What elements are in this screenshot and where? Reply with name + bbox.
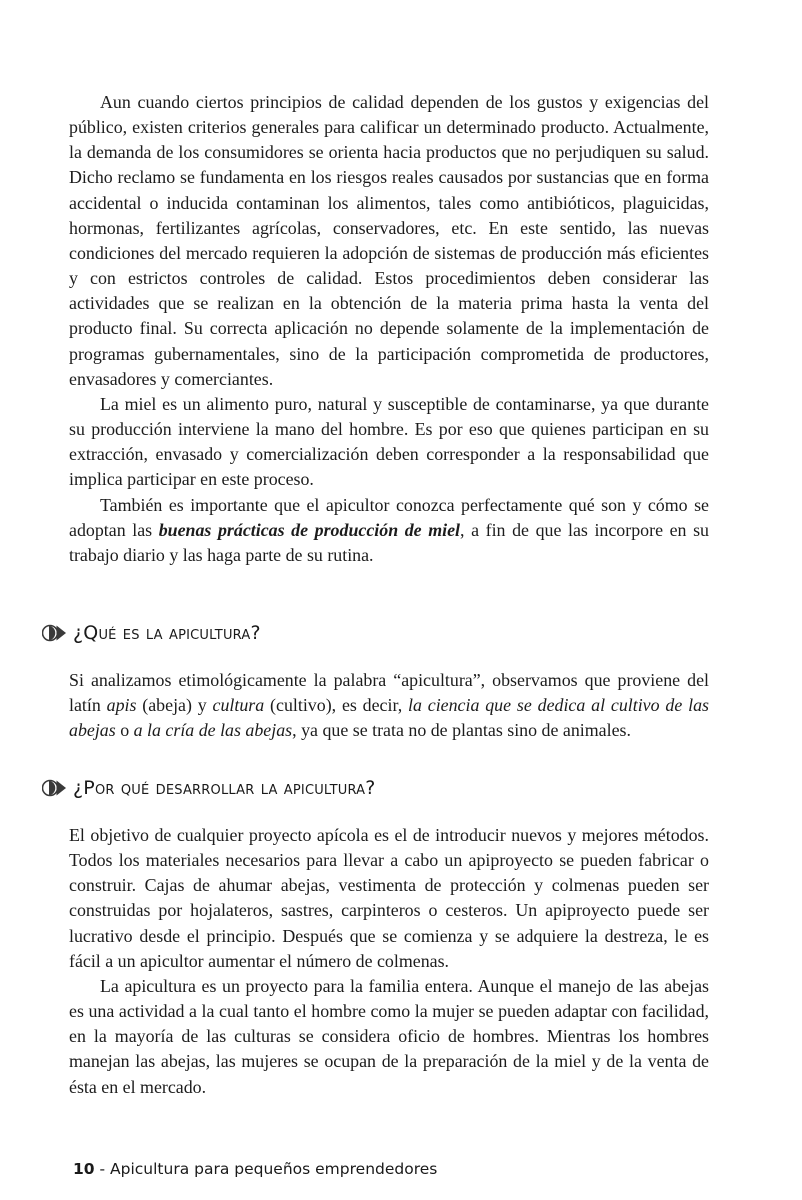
paragraph: También es importante que el apicultor conozca perfectamente qué son y cómo se adoptan las buenas prácticas de producción de miel, a fin de que las incorpore en su trabajo diario y las haga parte de su rutina.	[69, 494, 709, 565]
section-heading-por-que	[42, 773, 722, 803]
heading-text: ¿Por qué desarrollar la apicultura?	[73, 777, 376, 799]
intro-block	[69, 90, 709, 568]
section-2-body	[69, 823, 709, 1100]
paragraph: El objetivo de cualquier proyecto apícola es el de introducir nuevos y mejores métodos. Todos los materiales necesarios para llevar a cabo un apiproyecto se pueden fabricar o construir. Cajas de ahumar abejas, vestimenta de protección y colmenas pueden ser construidas por hojalateros, sastres, carpinteros o cesteros. Un apiproyecto puede ser lucrativo desde el principio. Después que se comienza y se adquiere la destreza, le es fácil a un apicultor aumentar el número de colmenas.	[69, 825, 709, 971]
emphasis-text: buenas prácticas de producción de miel	[158, 519, 461, 540]
paragraph: Si analizamos etimológicamente la palabra “apicultura”, observamos que proviene del latín apis (abeja) y cultura (cultivo), es decir, la ciencia que se dedica al cultivo de las abejas o a la cría de las abejas, ya que se trata no de plantas sino de animales.	[69, 670, 709, 741]
section-1-body	[69, 668, 709, 743]
footer-separator: -	[94, 1160, 111, 1178]
heading-text: ¿Qué es la apicultura?	[73, 622, 261, 644]
section-heading-que-es	[42, 618, 722, 648]
arrow-bullet-icon	[42, 622, 68, 644]
page-number: 10	[73, 1160, 95, 1178]
book-title: Apicultura para pequeños emprendedores	[110, 1160, 438, 1178]
paragraph: Aun cuando ciertos principios de calidad dependen de los gustos y exigencias del público, existen criterios generales para calificar un determinado producto. Actualmente, la demanda de los consumidores se orienta hacia productos que no perjudiquen su salud. Dicho reclamo se fundamenta en los riesgos reales causados por sustancias que en forma accidental o inducida contaminan los alimentos, tales como antibióticos, plaguicidas, hormonas, fertilizantes agrícolas, conservadores, etc. En este sentido, las nuevas condiciones del mercado requieren la adopción de sistemas de producción más eficientes y con estrictos controles de calidad. Estos procedimientos deben considerar las actividades que se realizan en la obtención de la materia prima hasta la venta del producto final. Su correcta aplicación no depende solamente de la implementación de programas gubernamentales, sino de la participación comprometida de productores, envasadores y comerciantes.	[69, 92, 709, 389]
paragraph: La apicultura es un proyecto para la familia entera. Aunque el manejo de las abejas es una actividad a la cual tanto el hombre como la mujer se pueden adaptar con facilidad, en la mayoría de las culturas se considera oficio de hombres. Mientras los hombres manejan las abejas, las mujeres se ocupan de la preparación de la miel y de la venta de ésta en el mercado.	[69, 975, 709, 1097]
arrow-bullet-icon	[42, 777, 68, 799]
page-footer	[73, 1160, 437, 1178]
paragraph: La miel es un alimento puro, natural y susceptible de contaminarse, ya que durante su producción interviene la mano del hombre. Es por eso que quienes participan en su extracción, envasado y comercialización deben corresponder a la responsabilidad que implica participar en este proceso.	[69, 393, 709, 490]
